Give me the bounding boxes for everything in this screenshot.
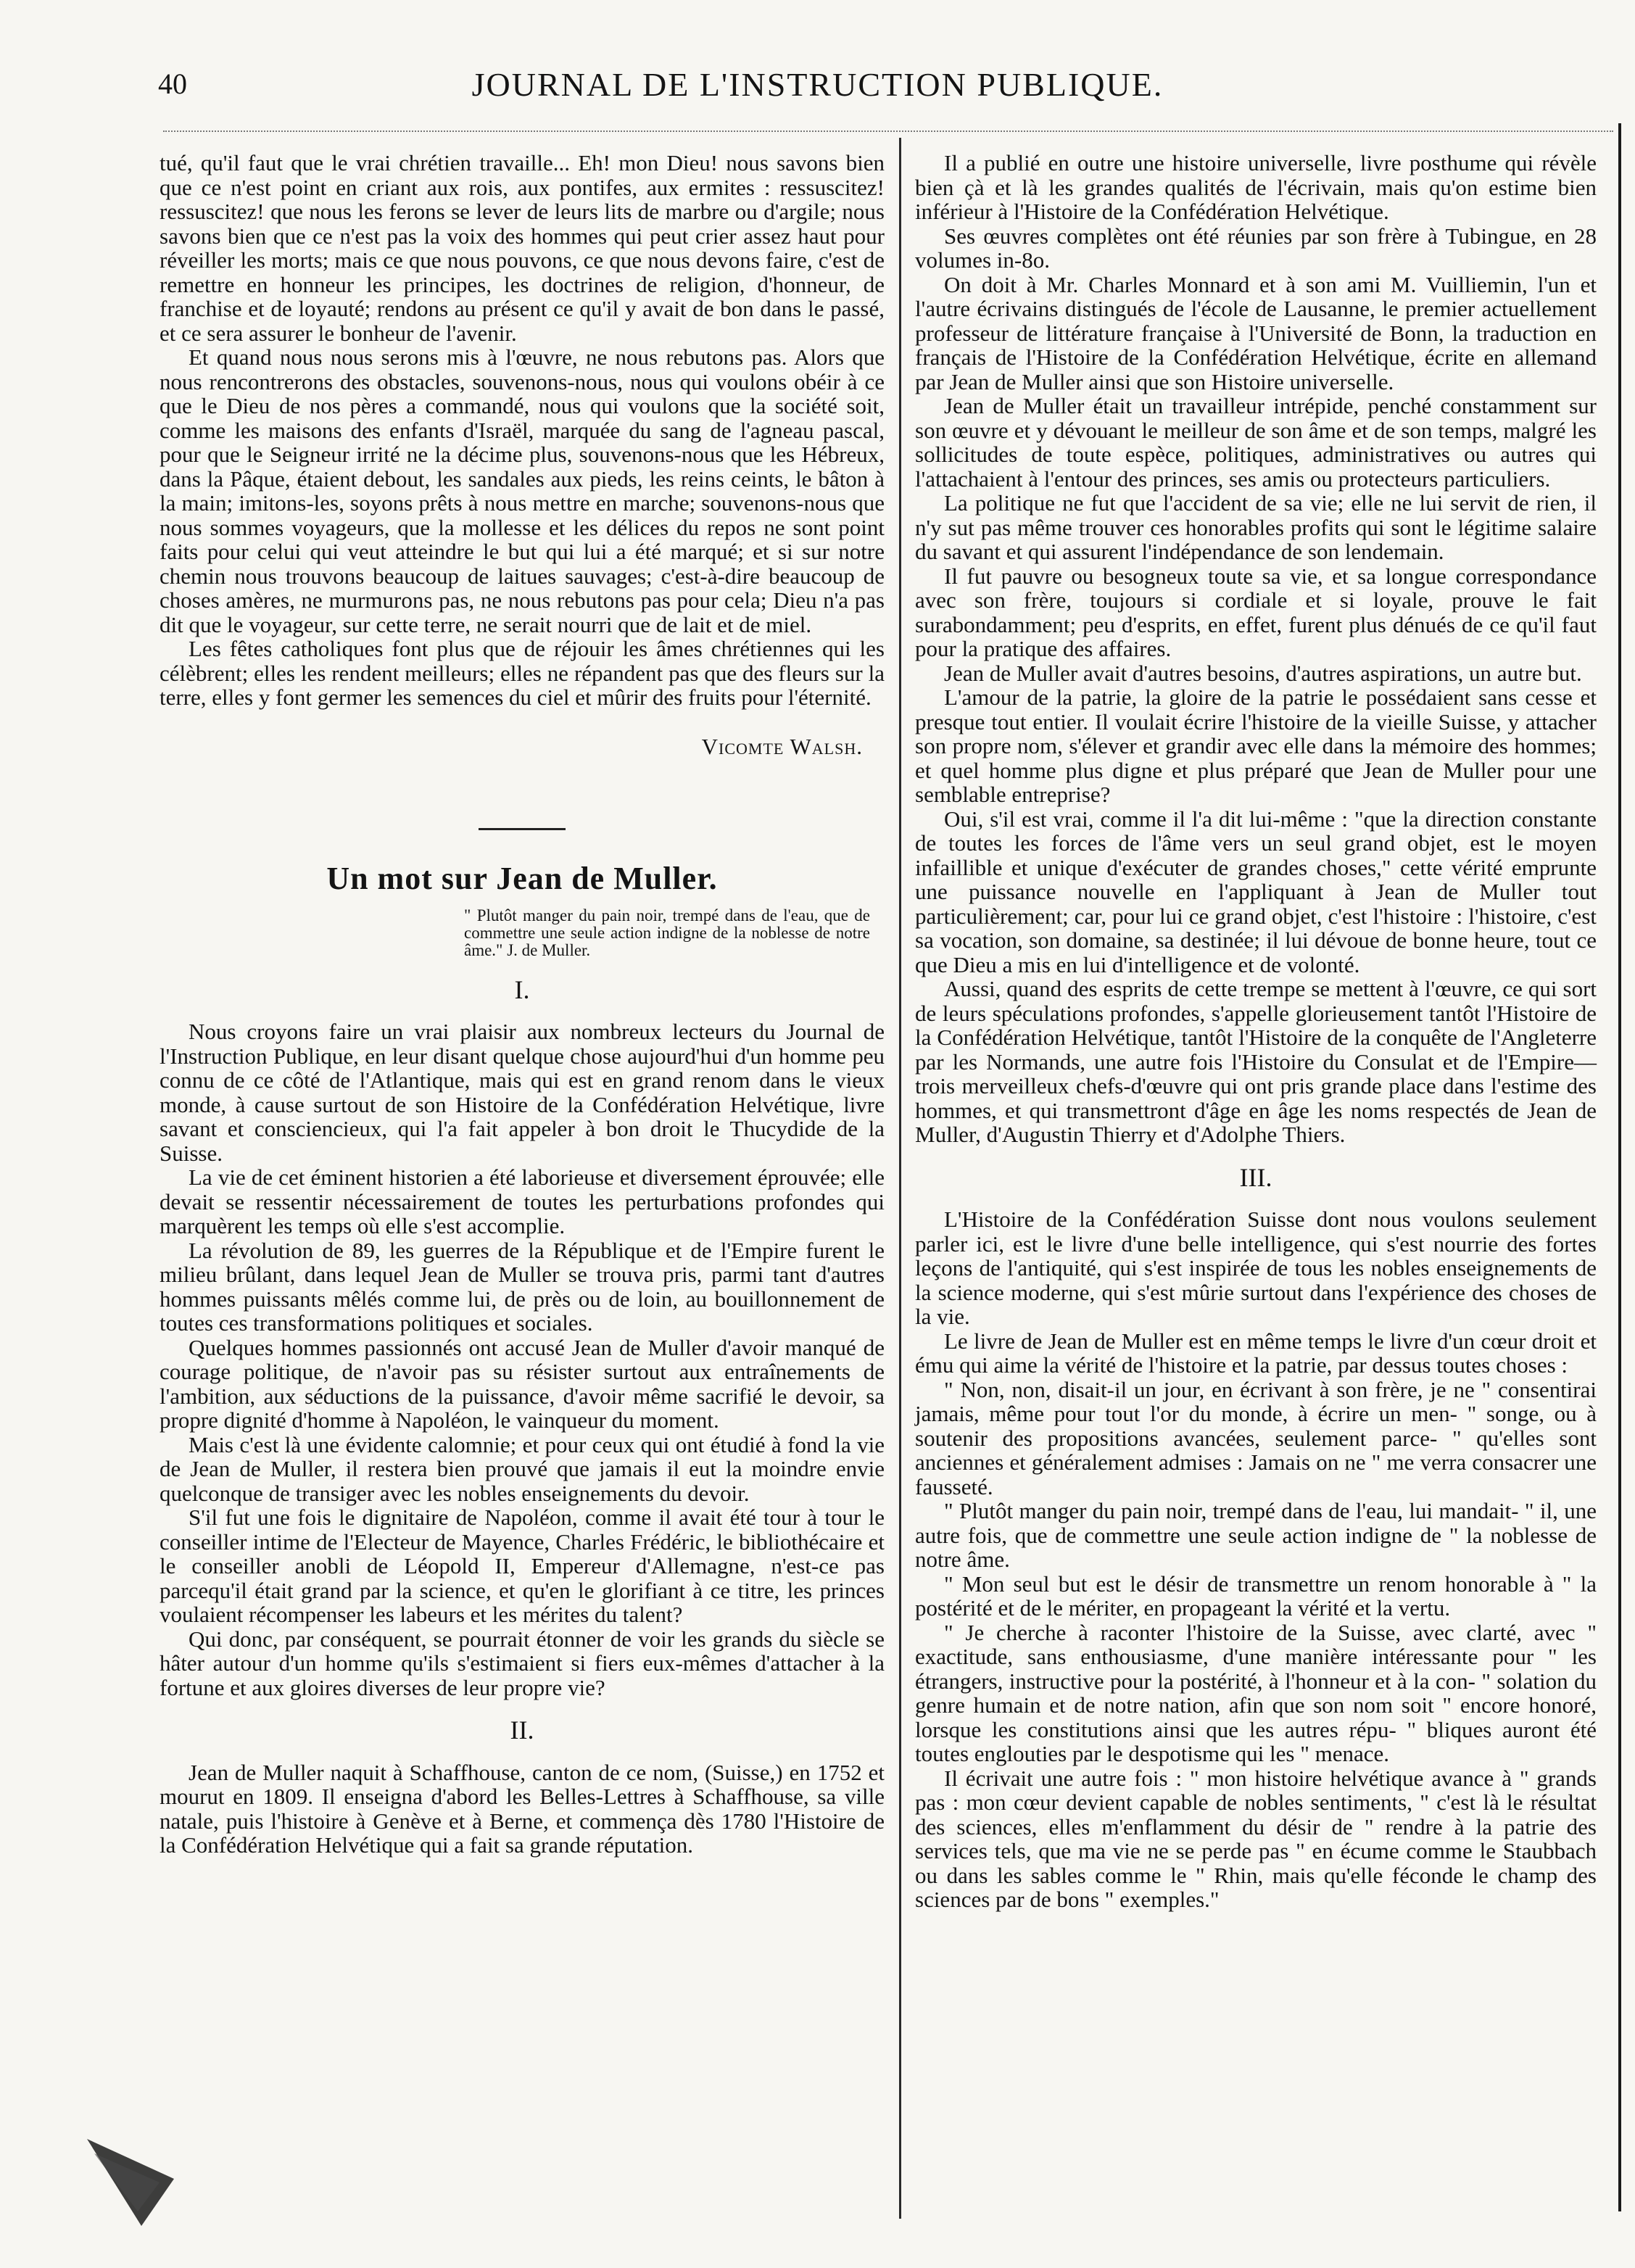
- header-rule: [163, 131, 1613, 132]
- paragraph: Jean de Muller était un travailleur intrépide, penché constamment sur son œuvre et y dévouant le meilleur de son âme et de son temps, malgré les sollicitudes de toute espèce, politiques, administratives ou autres qui l'attachaient à l'entour des princes, ses amis ou protecteurs particuliers.: [915, 393, 1597, 492]
- column-divider: [899, 138, 901, 2219]
- paragraph: Jean de Muller avait d'autres besoins, d'autres aspirations, un autre but.: [944, 660, 1582, 686]
- article-separator: [479, 828, 566, 830]
- left-column: [160, 151, 885, 1858]
- paragraph: Le livre de Jean de Muller est en même temps le livre d'un cœur droit et ému qui aime la vérité de l'histoire et la patrie, par dessus toutes choses :: [915, 1328, 1597, 1378]
- paragraph: L'Histoire de la Confédération Suisse dont nous voulons seulement parler ici, est le livre d'une belle intelligence, qui s'est nourrie des fortes leçons de l'antiquité, qui s'est inspirée de tous les nobles enseignements de la science moderne, qui s'est mûrie surtout dans l'expérience des choses de la vie.: [915, 1207, 1597, 1329]
- page-number: 40: [158, 67, 187, 100]
- paragraph: Les fêtes catholiques font plus que de réjouir les âmes chrétiennes qui les célèbrent; elles les rendent meilleurs; elles ne répandent pas que des fleurs sur la terre, elles y font germer les semences du ciel et mûrir des fruits pour l'éternité.: [160, 636, 885, 710]
- paragraph: La révolution de 89, les guerres de la République et de l'Empire furent le milieu brûlant, dans lequel Jean de Muller se trouva pris, parmi tant d'autres hommes puissants mêlés comme lui, de près ou de loin, au bouillonnement de toutes ces transformations politiques et sociales.: [160, 1237, 885, 1336]
- paragraph: Nous croyons faire un vrai plaisir aux nombreux lecteurs du Journal de l'Instruction Publique, en leur disant quelque chose aujourd'hui d'un homme peu connu de ce côté de l'Atlantique, mais qui est en grand renom dans le vieux monde, à cause surtout de son Histoire de la Confédération Helvétique, livre savant et consciencieux, qui l'a fait appeler à bon droit le Thucydide de la Suisse.: [160, 1019, 885, 1166]
- paragraph: Il fut pauvre ou besogneux toute sa vie, et sa longue correspondance avec son frère, toujours si cordiale et si loyale, prouve le fait surabondamment; peu d'esprits, en effet, furent plus dénués de ce qu'il faut pour la pratique des affaires.: [915, 563, 1597, 661]
- paragraph: Ses œuvres complètes ont été réunies par son frère à Tubingue, en 28 volumes in-8o.: [915, 223, 1597, 273]
- quote-paragraph: " Plutôt manger du pain noir, trempé dans de l'eau, lui mandait- " il, une autre fois, que de commettre une seule action indigne de " la noblesse de notre âme.: [915, 1498, 1597, 1572]
- paragraph: Il écrivait une autre fois : " mon histoire helvétique avance à " grands pas : mon cœur devient capable de nobles sentiments, " c'est là le résultat des sciences, elles m'enflamment du désir de " rendre à la patrie des services tels, que ma vie ne se perde pas " en écume comme le Staubbach ou dans les sables comme le " Rhin, mais qu'elle féconde le champ des sciences par de bons " exemples.": [915, 1765, 1597, 1912]
- right-column: [915, 151, 1597, 1912]
- paragraph: L'amour de la patrie, la gloire de la patrie le possédaient sans cesse et presque tout entier. Il voulait écrire l'histoire de la vieille Suisse, y attacher son propre nom, s'élever et grandir avec elle dans la mémoire des hommes; et quel homme plus digne et plus préparé que Jean de Muller pour une semblable entreprise?: [915, 684, 1597, 807]
- section-heading: II.: [510, 1716, 534, 1745]
- paragraph: La politique ne fut que l'accident de sa vie; elle ne lui servit de rien, il n'y sut pas même trouver ces honorables profits qui sont le légitime salaire du savant et qui assurent l'indépendance de son lendemain.: [915, 490, 1597, 564]
- paragraph: Et quand nous nous serons mis à l'œuvre, ne nous rebutons pas. Alors que nous rencontrerons des obstacles, souvenons-nous, nous qui voulons obéir à ce que le Dieu de nos pères a commandé, nous qui voulons que la société soit, comme les maisons des enfants d'Israël, marquée du sang de l'agneau pascal, pour que le Seigneur irrité ne la décime plus, souvenons-nous que les Hébreux, dans la Pâque, étaient debout, les sandales aux pieds, les reins ceints, le bâton à la main; imitons-les, soyons prêts à nous mettre en marche; souvenons-nous que nous sommes voyageurs, que la mollesse et les délices du repos ne sont point faits pour celui qui veut atteindre le but qui lui a été marqué; et si sur notre chemin nous trouvons beaucoup de laitues sauvages; c'est-à-dire beaucoup de choses amères, ne murmurons pas, ne nous rebutons pas pour cela; Dieu n'a pas dit que le voyageur, sur cette terre, ne serait nourri que de lait et de miel.: [160, 344, 885, 637]
- quote-paragraph: " Non, non, disait-il un jour, en écrivant à son frère, je ne " consentirai jamais, même pour tout l'or du monde, à écrire un men- " songe, ou à soutenir des propositions avancées, seulement parce- " qu'elles sont anciennes et généralement admises : Jamais on ne " me verra consacrer une fausseté.: [915, 1376, 1597, 1499]
- paragraph: Quelques hommes passionnés ont accusé Jean de Muller d'avoir manqué de courage politique, de n'avoir pas su résister surtout aux entraînements de l'ambition, aux séductions de la puissance, d'avoir même sacrifié le devoir, sa propre dignité d'homme à Napoléon, le vainqueur du moment.: [160, 1334, 885, 1433]
- signature: Vicomte Walsh.: [701, 733, 863, 759]
- section-heading: III.: [1239, 1162, 1272, 1192]
- paragraph: Mais c'est là une évidente calomnie; et pour ceux qui ont étudié à fond la vie de Jean de Muller, il restera bien prouvé que jamais il eut la moindre envie quelconque de transiger avec les nobles enseignements du devoir.: [160, 1431, 885, 1506]
- section-heading: I.: [514, 974, 530, 1004]
- paragraph: Aussi, quand des esprits de cette trempe se mettent à l'œuvre, ce qui sort de leurs spéculations profondes, s'appelle glorieusement tantôt l'Histoire de la Confédération Helvétique, tantôt l'Histoire de la conquête de l'Angleterre par les Normands, une autre fois l'Histoire du Consulat et de l'Empire—trois merveilleux chefs-d'œuvre qui ont pris grande place dans l'estime des hommes, et qui transmettront d'âge en âge les noms respectés de Jean de Muller, d'Augustin Thierry et d'Adolphe Thiers.: [915, 976, 1597, 1147]
- paragraph: Qui donc, par conséquent, se pourrait étonner de voir les grands du siècle se hâter autour d'un homme qu'ils s'estimaient si fiers eux-mêmes d'attacher à la fortune et aux gloires diverses de leur propre vie?: [160, 1626, 885, 1700]
- article-title: Un mot sur Jean de Muller.: [326, 861, 718, 896]
- journal-title: JOURNAL DE L'INSTRUCTION PUBLIQUE.: [471, 66, 1164, 103]
- page-edge-rule: [1618, 123, 1621, 2211]
- quote-paragraph: " Mon seul but est le désir de transmettre un renom honorable à " la postérité et de le mériter, en propageant la vérité et la vertu.: [915, 1570, 1597, 1621]
- paragraph: S'il fut une fois le dignitaire de Napoléon, comme il avait été tour à tour le conseiller intime de l'Electeur de Mayence, Charles Frédéric, le bibliothécaire et le conseiller anobli de Léopold II, Empereur d'Allemagne, n'est-ce pas parcequ'il était grand par la science, et qu'en le glorifiant à ce titre, les princes voulaient récompenser les labeurs et les mérites du talent?: [160, 1505, 885, 1627]
- scan-corner-mark: [73, 2110, 181, 2233]
- paragraph: Oui, s'il est vrai, comme il l'a dit lui-même : "que la direction constante de toutes les forces de l'âme vers un seul grand objet, est le moyen infaillible et unique d'exécuter de grandes choses," cette vérité emprunte une puissance nouvelle en l'appliquant à Jean de Muller tout particulièrement; car, pour lui ce grand objet, c'est l'histoire : l'histoire, c'est sa vocation, son domaine, sa destinée; il lui dévoue de bonne heure, tout ce que Dieu a mis en lui d'intelligence et de volonté.: [915, 806, 1597, 977]
- paragraph: Il a publié en outre une histoire universelle, livre posthume qui révèle bien çà et là les grandes qualités de l'écrivain, mais qu'on estime bien inférieur à l'Histoire de la Confédération Helvétique.: [915, 150, 1597, 224]
- paragraph: tué, qu'il faut que le vrai chrétien travaille... Eh! mon Dieu! nous savons bien que ce n'est point en criant aux rois, aux pontifes, aux ermites : ressuscitez! ressuscitez! que nous les ferons se lever de leurs lits de marbre ou d'argile; nous savons bien que ce n'est pas la voix des hommes qui peut crier assez haut pour réveiller les morts; mais ce que nous pouvons, ce que nous devons faire, c'est de remettre en honneur les principes, les doctrines de religion, d'honneur, de franchise et de loyauté; rendons au présent ce qu'il y avait de bon dans le passé, et ce sera assurer le bonheur de l'avenir.: [160, 150, 885, 346]
- page-header: [0, 0, 1635, 145]
- paragraph: Jean de Muller naquit à Schaffhouse, canton de ce nom, (Suisse,) en 1752 et mourut en 1809. Il enseigna d'abord les Belles-Lettres à Schaffhouse, sa ville natale, puis l'histoire à Genève et à Berne, et commença dès 1780 l'Histoire de la Confédération Helvétique qui a fait sa grande réputation.: [160, 1759, 885, 1858]
- quote-paragraph: " Je cherche à raconter l'histoire de la Suisse, avec clarté, avec " exactitude, sans enthousiasme, d'une manière intéressante pour " les étrangers, instructive pour la postérité, à l'honneur et à la con- " solation du genre humain et de notre nation, afin que son nom soit " encore honoré, lorsque les constitutions ainsi que les autres répu- " bliques auront été toutes englouties par le despotisme qui les " menace.: [915, 1619, 1597, 1766]
- paragraph: On doit à Mr. Charles Monnard et à son ami M. Vuilliemin, l'un et l'autre écrivains distingués de l'école de Lausanne, le premier actuellement professeur de littérature française à l'Université de Bonn, la traduction en français de l'Histoire de la Confédération Helvétique, écrite en allemand par Jean de Muller ainsi que son Histoire universelle.: [915, 271, 1597, 394]
- paragraph: La vie de cet éminent historien a été laborieuse et diversement éprouvée; elle devait se ressentir nécessairement de toutes les perturbations profondes qui marquèrent les temps où elle s'est accomplie.: [160, 1164, 885, 1238]
- epigraph: " Plutôt manger du pain noir, trempé dans de l'eau, que de commettre une seule action indigne de la noblesse de notre âme." J. de Muller.: [464, 906, 870, 959]
